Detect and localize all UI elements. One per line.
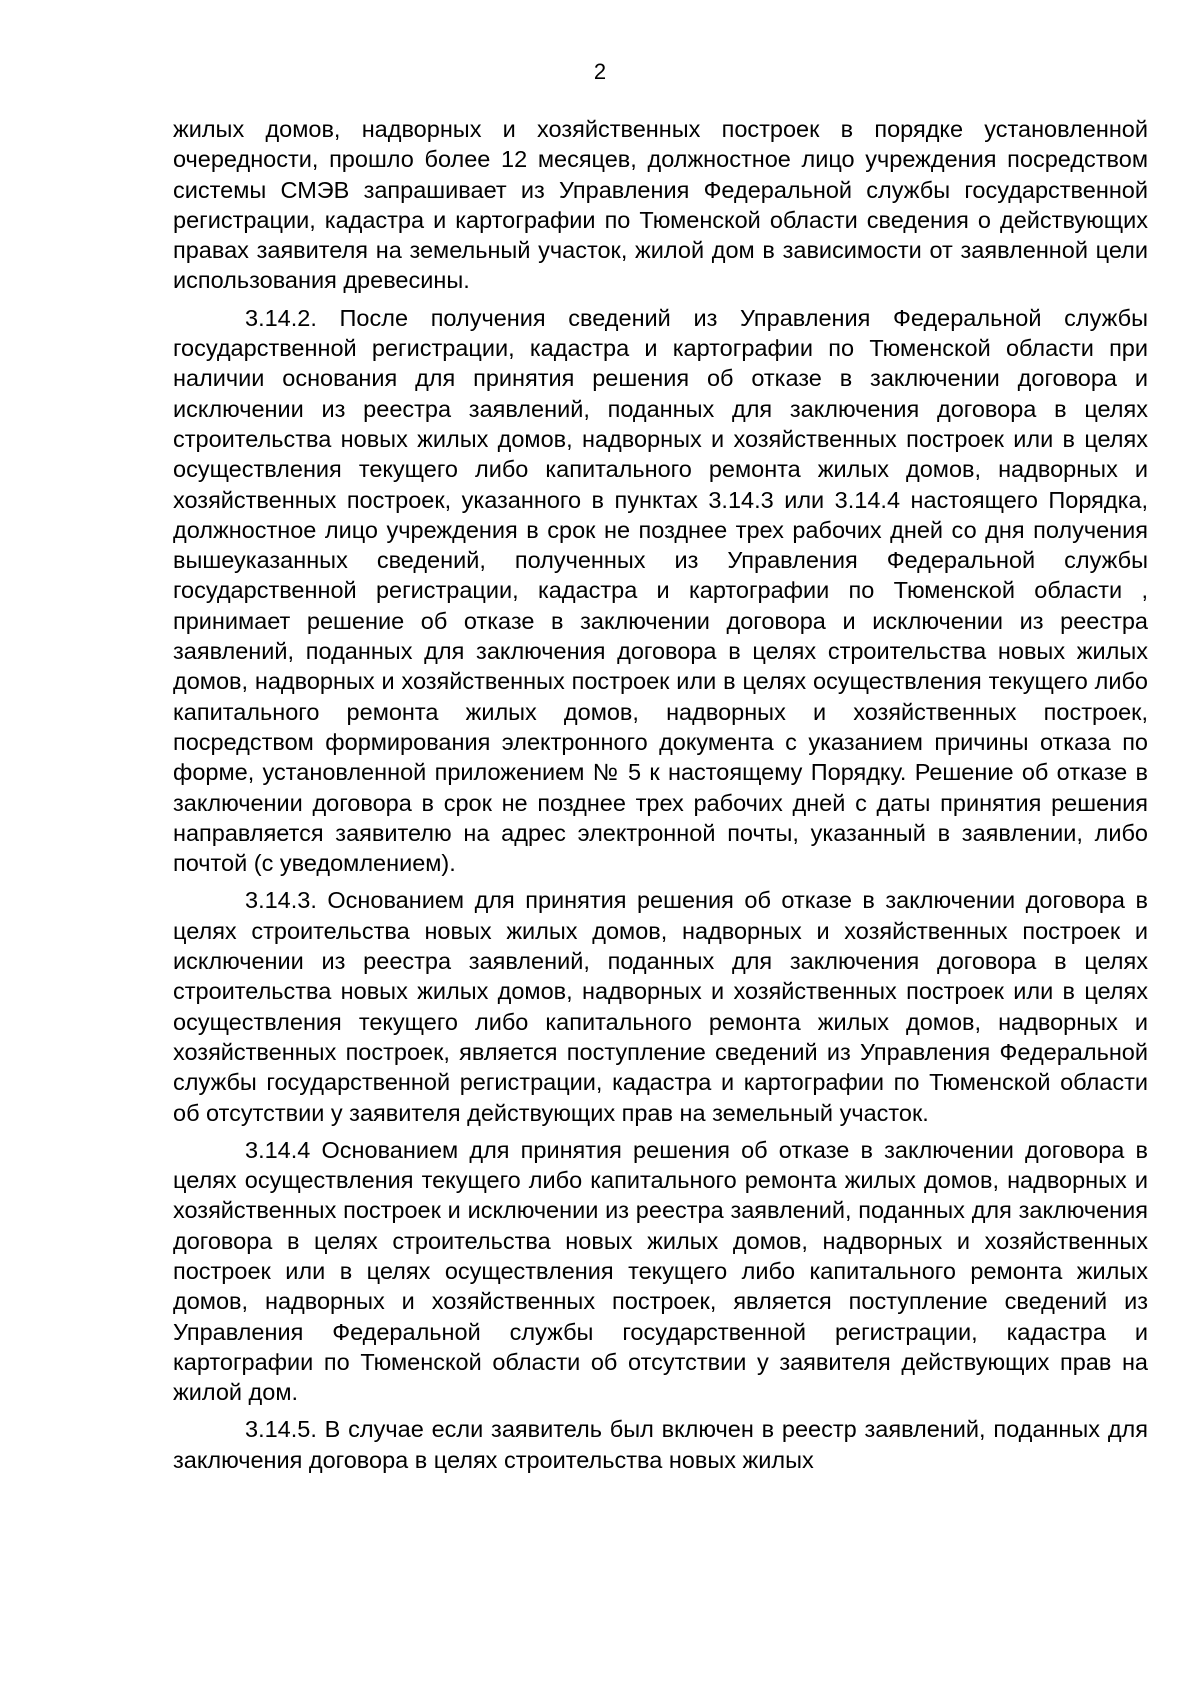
page-number: 2 — [593, 59, 607, 84]
document-body — [173, 114, 1148, 1482]
paragraph-3-14-5: 3.14.5. В случае если заявитель был включен в реестр заявлений, поданных для заключения договора в целях строительства новых жилых — [173, 1416, 1148, 1473]
paragraph-continuation: жилых домов, надворных и хозяйственных построек в порядке установленной очередности, прошло более 12 месяцев, должностное лицо учреждения посредством системы СМЭВ запрашивает из Управления Федеральной службы государственной регистрации, кадастра и картографии по Тюменской области сведения о действующих правах заявителя на земельный участок, жилой дом в зависимости от заявленной цели использования древесины. — [173, 116, 1148, 294]
paragraph-3-14-3: 3.14.3. Основанием для принятия решения об отказе в заключении договора в целях строительства новых жилых домов, надворных и хозяйственных построек и исключении из реестра заявлений, поданных для заключения договора в целях строительства новых жилых домов, надворных и хозяйственных построек или в целях осуществления текущего либо капитального ремонта жилых домов, надворных и хозяйственных построек, является поступление сведений из Управления Федеральной службы государственной регистрации, кадастра и картографии по Тюменской области об отсутствии у заявителя действующих прав на земельный участок. — [173, 887, 1148, 1126]
paragraph-3-14-4: 3.14.4 Основанием для принятия решения об отказе в заключении договора в целях осуществления текущего либо капитального ремонта жилых домов, надворных и хозяйственных построек и исключении из реестра заявлений, поданных для заключения договора в целях строительства новых жилых домов, надворных и хозяйственных построек или в целях осуществления текущего либо капитального ремонта жилых домов, надворных и хозяйственных построек, является поступление сведений из Управления Федеральной службы государственной регистрации, кадастра и картографии по Тюменской области об отсутствии у заявителя действующих прав на жилой дом. — [173, 1136, 1148, 1406]
paragraph-3-14-2: 3.14.2. После получения сведений из Управления Федеральной службы государственной регистрации, кадастра и картографии по Тюменской области при наличии основания для принятия решения об отказе в заключении договора и исключении из реестра заявлений, поданных для заключения договора в целях строительства новых жилых домов, надворных и хозяйственных построек или в целях осуществления текущего либо капитального ремонта жилых домов, надворных и хозяйственных построек, указанного в пунктах 3.14.3 или 3.14.4 настоящего Порядка, должностное лицо учреждения в срок не позднее трех рабочих дней со дня получения вышеуказанных сведений, полученных из Управления Федеральной службы государственной регистрации, кадастра и картографии по Тюменской области , принимает решение об отказе в заключении договора и исключении из реестра заявлений, поданных для заключения договора в целях строительства новых жилых домов, надворных и хозяйственных построек или в целях осуществления текущего либо капитального ремонта жилых домов, надворных и хозяйственных построек, посредством формирования электронного документа с указанием причины отказа по форме, установленной приложением № 5 к настоящему Порядку. Решение об отказе в заключении договора в срок не позднее трех рабочих дней с даты принятия решения направляется заявителю на адрес электронной почты, указанный в заявлении, либо почтой (с уведомлением). — [173, 304, 1148, 877]
